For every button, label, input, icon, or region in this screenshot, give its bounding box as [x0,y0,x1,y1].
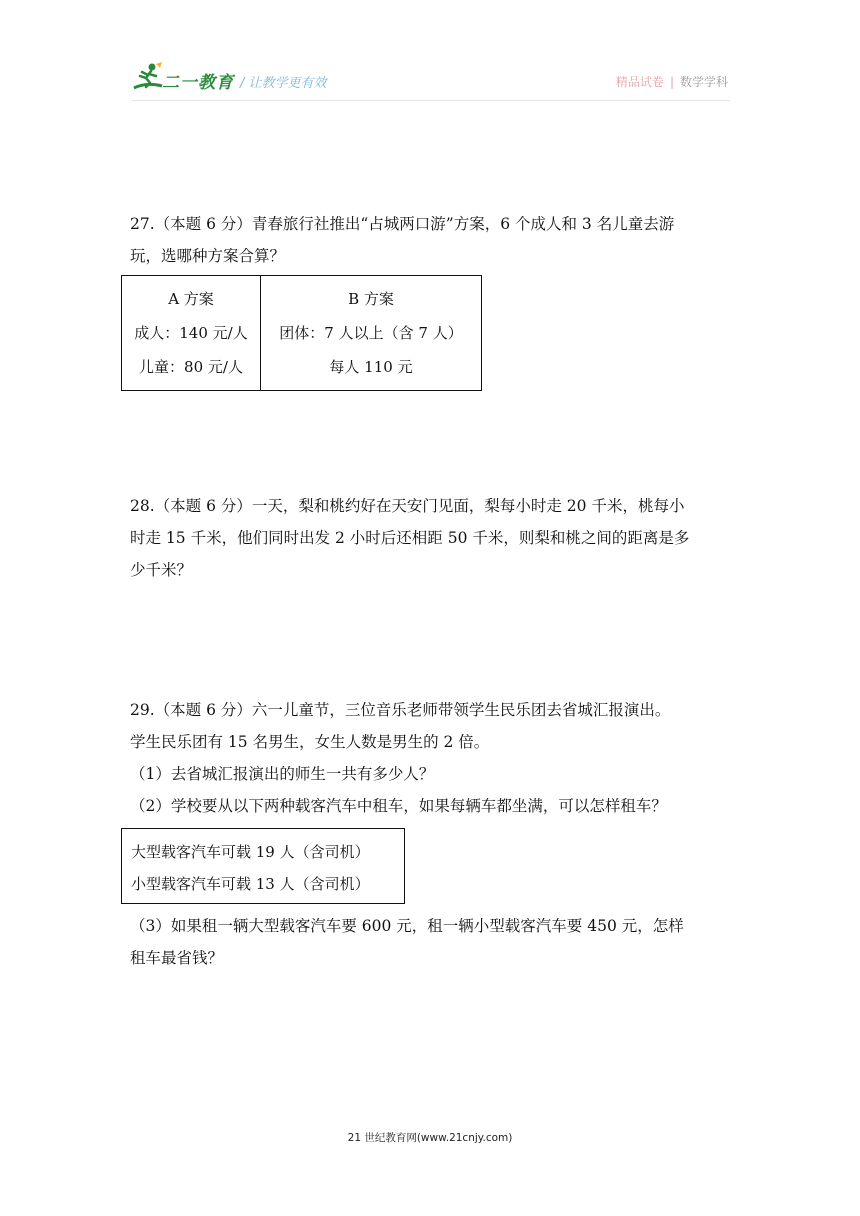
q28-line: 少千米？ [130,561,193,579]
plan-b-cell [261,276,482,391]
plan-a-title: A 方案 [168,290,214,308]
plan-table [121,275,482,391]
question-29 [130,694,734,822]
page-header [0,0,860,100]
plan-b-price: 每人 110 元 [329,358,413,376]
q29-line: （1）去省城汇报演出的师生一共有多少人？ [130,765,435,783]
q29-part3-line: 租车最省钱？ [130,949,224,967]
plan-a-child: 儿童：80 元/人 [139,358,243,376]
header-tags [616,73,728,90]
slogan: / 让教学更有效 [240,76,327,91]
q29-line: 29.（本题 6 分）六一儿童节，三位音乐老师带领学生民乐团去省城汇报演出。 [130,701,671,719]
bus-small: 小型载客汽车可载 13 人（含司机） [131,875,370,893]
tag-premium: 精品试卷 [615,75,664,89]
bus-capacity-box [121,828,405,904]
q29-line: 学生民乐团有 15 名男生，女生人数是男生的 2 倍。 [130,733,490,751]
question-27 [130,208,734,272]
q27-line: 玩，选哪种方案合算？ [130,247,286,265]
question-29-part-3 [130,910,734,974]
logo-text: 二一教育 [162,73,234,93]
plan-a-adult: 成人：140 元/人 [134,324,248,342]
logo [132,62,242,98]
q28-line: 28.（本题 6 分）一天，梨和桃约好在天安门见面，梨每小时走 20 千米，桃每小 [130,497,685,515]
tag-separator: | [669,75,674,89]
q28-line: 时走 15 千米，他们同时出发 2 小时后还相距 50 千米，则梨和桃之间的距离是多 [130,529,690,547]
q29-part3-line: （3）如果租一辆大型载客汽车要 600 元，租一辆小型载客汽车要 450 元，怎样 [130,917,684,935]
running-figure-icon [132,62,166,92]
bus-large: 大型载客汽车可载 19 人（含司机） [131,843,370,861]
q29-line: （2）学校要从以下两种载客汽车中租车，如果每辆车都坐满，可以怎样租车？ [130,797,667,815]
plan-b-title: B 方案 [348,290,394,308]
page-footer: 21 世纪教育网(www.21cnjy.com) [347,1132,513,1144]
tag-subject: 数学学科 [679,75,728,89]
header-divider [132,100,730,101]
question-28 [130,490,734,586]
plan-b-group: 团体：7 人以上（含 7 人） [279,324,463,342]
plan-a-cell [122,276,261,391]
q27-line: 27.（本题 6 分）青春旅行社推出“占城两口游”方案，6 个成人和 3 名儿童去游 [130,215,675,233]
